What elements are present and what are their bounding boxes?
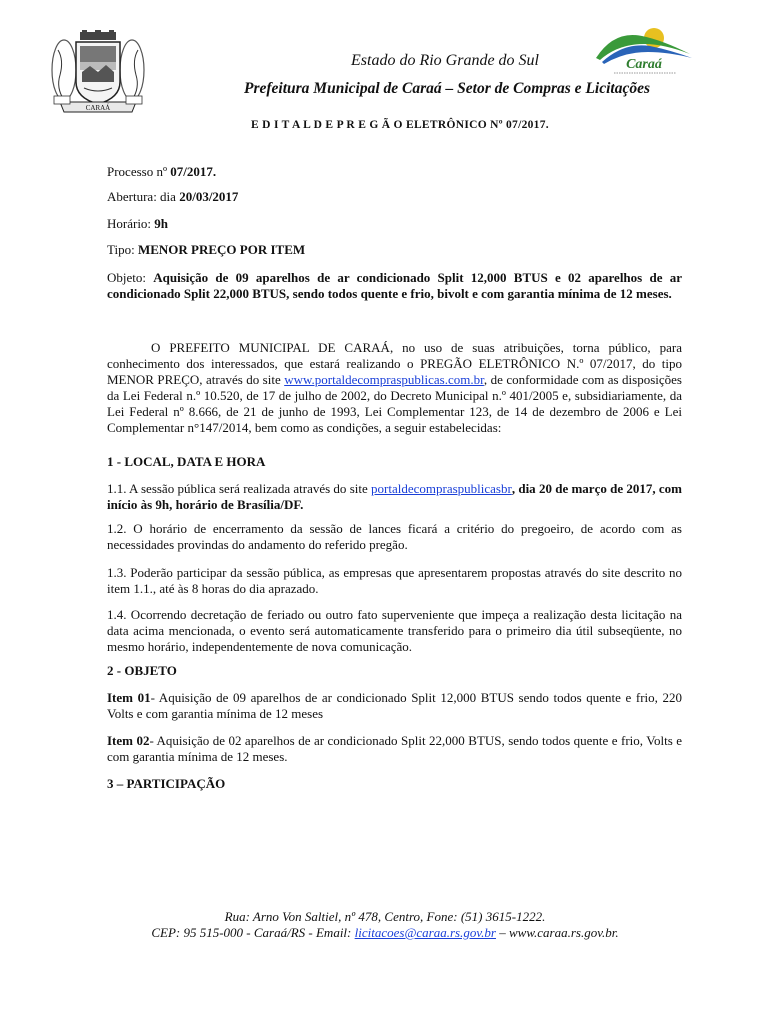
tipo-line [107,242,305,258]
abertura-line [107,189,238,205]
section2-heading: 2 - OBJETO [107,663,177,678]
item-1-1-text-1: 1.1. A sessão pública será realizada através do site [107,481,372,496]
footer-address: Rua: Arno Von Saltiel, nº 478, Centro, Fone: (51) 3615-1222. [224,909,546,924]
horario-line [107,216,168,232]
state-title: Estado do Rio Grande do Sul [351,52,539,69]
item-1-3-paragraph: 1.3. Poderão participar da sessão pública, as empresas que apresentarem propostas através do site descrito no item 1.1., até às 8 horas do dia aprazado. [107,565,682,596]
footer-contact [0,925,770,941]
item-01-label: Item 01 [107,690,151,705]
item-02-label: Item 02 [107,733,150,748]
footer-contact-text-2: – www.caraa.rs.gov.br. [495,925,619,940]
processo-label: Processo nº [107,164,171,179]
processo-line [107,164,216,180]
item-02-text: - Aquisição de 02 aparelhos de ar condicionado Split 22,000 BTUS, sendo todos quente e frio, Volts e com garantia mínima de 12 meses. [107,733,682,764]
item-1-4-paragraph: 1.4. Ocorrendo decretação de feriado ou outro fato superveniente que impeça a realização desta licitação na data acima mencionada, o evento será automaticamente transferido para o primeiro dia útil subseqüente, no mesmo horário, independentemente de nova comunicação. [107,607,682,654]
section1-heading: 1 - LOCAL, DATA E HORA [107,454,266,469]
prefeitura-title: Prefeitura Municipal de Caraá – Setor de Compras e Licitações [244,80,650,97]
objeto-paragraph [107,270,682,302]
item-1-1-paragraph [107,481,682,513]
horario-label: Horário: [107,216,155,231]
horario-value: 9h [154,216,169,231]
preamble-text-2: , de conformidade com as disposições da Lei Federal n.º 10.520, de 17 de julho de 2002, do Decreto Municipal n.º 401/2005 e, subsidiariamente, da Lei Federal nº 8.666, de 21 de junho de 1993, Lei Complementar 123, de 14 de dezembro de 2006 e Lei Complementar n°147/2014, bem como as condições, a seguir estabelecidas: [107,372,682,435]
item-02-paragraph [107,733,682,765]
preamble-paragraph [107,340,682,436]
municipal-crest-image [50,30,146,122]
item-1-1-text-2: , dia 20 de março de 2017, com início às 9h, horário de Brasília/DF. [107,481,682,512]
processo-value: 07/2017. [170,164,217,179]
abertura-label: Abertura: dia [107,189,180,204]
item-01-text: - Aquisição de 09 aparelhos de ar condicionado Split 12,000 BTUS sendo todos quente e frio, 220 Volts e com garantia mínima de 12 meses [107,690,682,721]
footer-contact-text-1: CEP: 95 515-000 - Caraá/RS - Email: [151,925,355,940]
footer-email-link[interactable]: licitacoes@caraa.rs.gov.br [354,925,496,940]
objeto-value: Aquisição de 09 aparelhos de ar condicionado Split 12,000 BTUS e 02 aparelhos de ar condicionado Split 22,000 BTUS, sendo todos quente e frio, bivolt e com garantia mínima de 12 meses. [107,270,682,301]
section3-heading: 3 – PARTICIPAÇÃO [107,776,226,791]
tipo-value: MENOR PREÇO POR ITEM [137,242,306,257]
tipo-label: Tipo: [107,242,138,257]
logo-wordmark: Caraá [626,57,662,72]
portal-short-link[interactable]: portaldecompraspublicasbr [371,481,512,496]
portal-link[interactable]: www.portaldecompraspublicas.com.br [284,372,484,387]
item-01-paragraph [107,690,682,722]
item-1-2-paragraph: 1.2. O horário de encerramento da sessão de lances ficará a critério do pregoeiro, de acordo com as necessidades provindas do andamento do referido pregão. [107,521,682,552]
crest-banner-text: CARAÁ [85,104,111,112]
edital-title: E D I T A L D E P R E G Ã O ELETRÔNICO Nº 07/2017. [251,119,549,131]
objeto-label: Objeto: [107,270,154,285]
abertura-value: 20/03/2017 [179,189,239,204]
preamble-text-1: O PREFEITO MUNICIPAL DE CARAÁ, no uso de suas atribuições, torna público, para conhecimento dos interessados, que estará realizando o PREGÃO ELETRÔNICO N.º 07/2017, do tipo MENOR PREÇO, através do site [107,340,682,387]
